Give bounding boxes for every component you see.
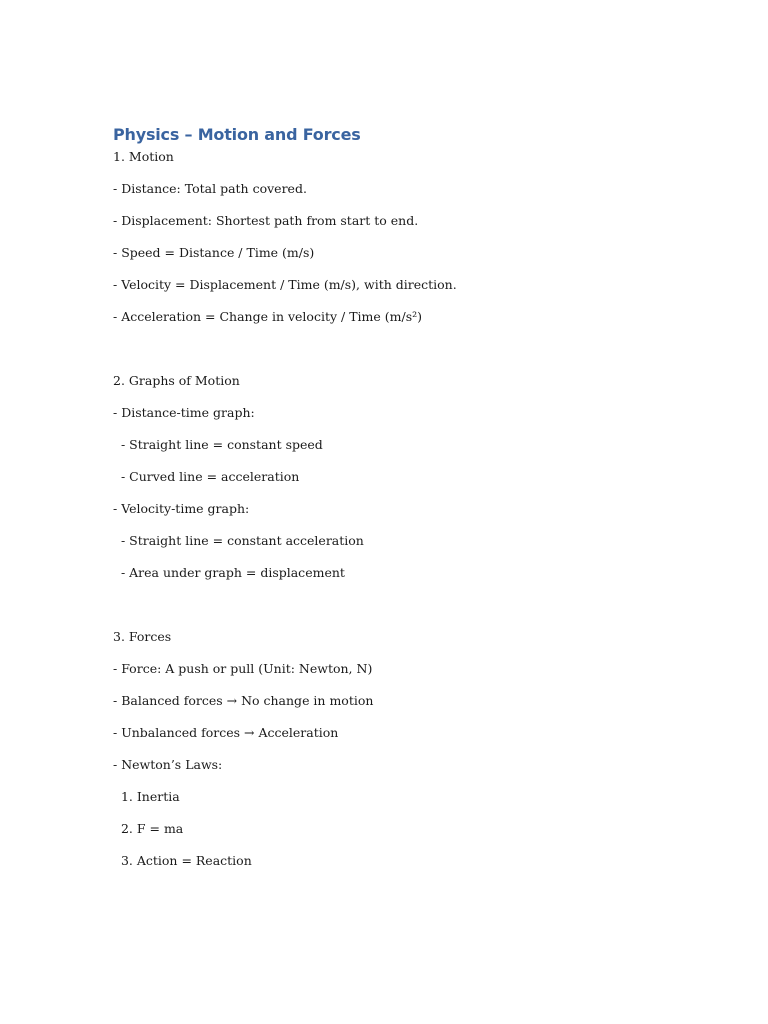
- text-line: - Distance-time graph:: [113, 405, 255, 420]
- text-line: 2. F = ma: [113, 821, 184, 836]
- text-line: - Balanced forces → No change in motion: [113, 693, 374, 708]
- document-title: Physics – Motion and Forces: [113, 125, 361, 144]
- text-line: - Newton’s Laws:: [113, 757, 223, 772]
- text-line: - Force: A push or pull (Unit: Newton, N): [113, 661, 373, 676]
- blank-line: [113, 594, 713, 626]
- text-line: 1. Motion: [113, 149, 174, 164]
- text-line: - Straight line = constant acceleration: [113, 533, 364, 548]
- text-line: - Acceleration = Change in velocity / Time (m/s²): [113, 309, 423, 324]
- text-line: - Displacement: Shortest path from start to end.: [113, 213, 419, 228]
- text-line: - Straight line = constant speed: [113, 437, 323, 452]
- text-line: - Unbalanced forces → Acceleration: [113, 725, 339, 740]
- text-line: 1. Inertia: [113, 789, 180, 804]
- document-body: [113, 124, 713, 882]
- section-heading: 2. Graphs of Motion: [113, 373, 240, 388]
- text-line: - Velocity = Displacement / Time (m/s), with direction.: [113, 277, 457, 292]
- text-line: - Distance: Total path covered.: [113, 181, 307, 196]
- text-line: - Velocity-time graph:: [113, 501, 250, 516]
- blank-line: [113, 338, 713, 370]
- text-line: - Area under graph = displacement: [113, 565, 345, 580]
- section-heading: 3. Forces: [113, 629, 172, 644]
- text-line: - Speed = Distance / Time (m/s): [113, 245, 315, 260]
- text-line: 3. Action = Reaction: [113, 853, 252, 868]
- text-line: - Curved line = acceleration: [113, 469, 300, 484]
